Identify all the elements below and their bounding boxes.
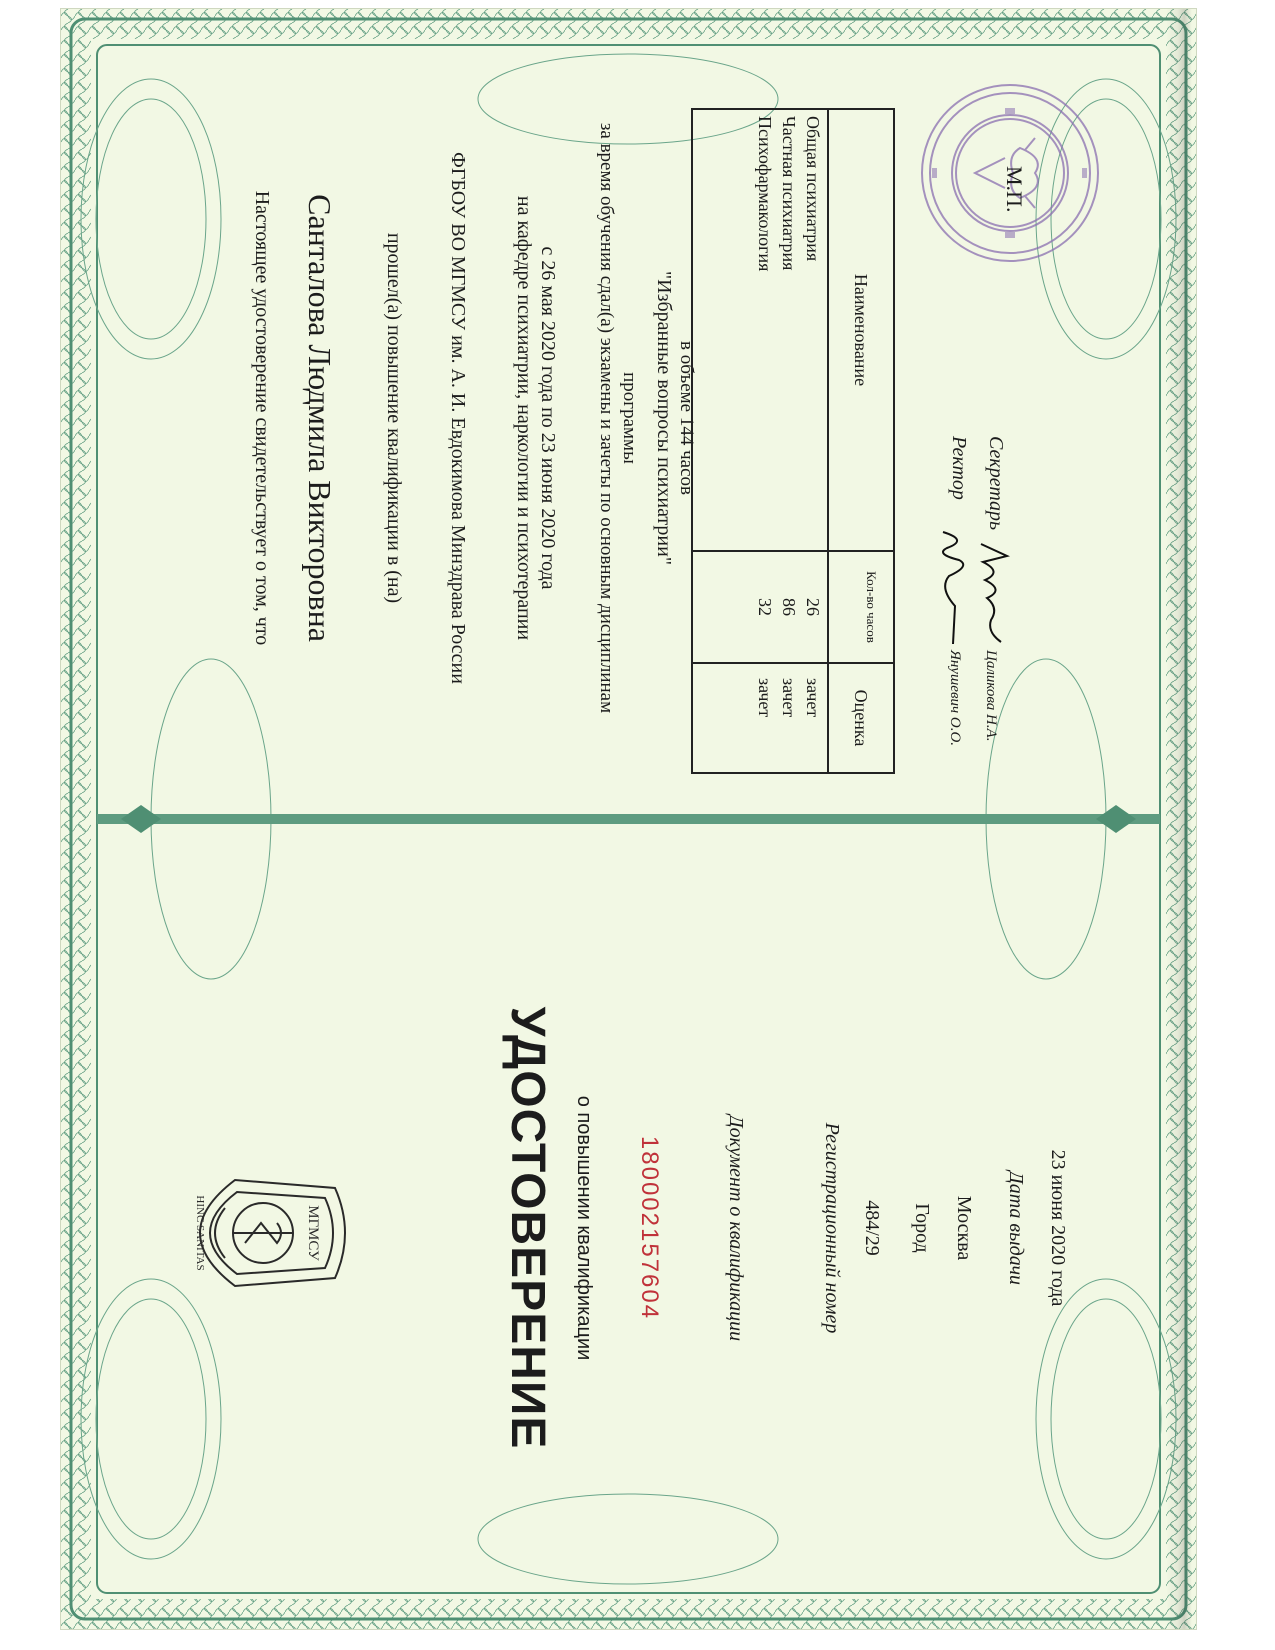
organization-text: ФГБОУ ВО МГМСУ им. А. И. Евдокимова Минздрава России xyxy=(447,152,469,684)
intro-text: Настоящее удостоверение свидетельствует о том, что xyxy=(251,190,273,646)
secretary-label: Секретарь xyxy=(985,436,1007,531)
subject-hours: 26 xyxy=(803,598,823,616)
city-label: Город xyxy=(911,1203,933,1253)
emblem-motto: HINC SANITAS xyxy=(194,1195,206,1271)
col-name-header: Наименование xyxy=(851,273,871,387)
subject-hours: 32 xyxy=(755,598,775,616)
document-subtitle: о повышении квалификации xyxy=(573,1095,595,1361)
secretary-signature xyxy=(973,538,1013,648)
document-type-label: Документ о квалификации xyxy=(725,1114,747,1342)
rector-label: Ректор xyxy=(948,436,970,500)
university-emblem xyxy=(165,1168,355,1298)
document-title: УДОСТОВЕРЕНИЕ xyxy=(501,1006,554,1450)
dates-text: с 26 мая 2020 года по 23 июня 2020 года xyxy=(537,246,559,590)
document-number: 180002157604 xyxy=(636,1135,663,1321)
emblem-top-text: МГМСУ xyxy=(305,1205,321,1261)
subject-grade: зачет xyxy=(755,678,775,718)
table-row xyxy=(751,110,775,772)
rector-name: Янушевич О.О. xyxy=(947,650,963,747)
subject-name: Общая психиатрия xyxy=(803,116,823,262)
subjects-table xyxy=(691,108,895,774)
program-word: программы xyxy=(619,372,640,464)
subject-name: Психофармакология xyxy=(755,116,775,272)
registration-label: Регистрационный номер xyxy=(821,1122,843,1334)
rector-signature xyxy=(933,528,973,648)
certificate-content xyxy=(60,8,1195,1628)
volume-text: в объеме 144 часов xyxy=(676,340,697,496)
city-value: Москва xyxy=(953,1195,975,1261)
col-grade-header: Оценка xyxy=(851,689,871,747)
department-text: на кафедре психиатрии, наркологии и психотерапии xyxy=(513,195,535,641)
secretary-name: Цаликова Н.А. xyxy=(983,650,999,742)
header-cell-hours xyxy=(829,552,893,664)
passed-text: прошел(а) повышение квалификации в (на) xyxy=(383,232,405,604)
holder-name: Санталова Людмила Викторовна xyxy=(302,194,338,642)
issue-date-label: Дата выдачи xyxy=(1005,1170,1027,1286)
subject-grade: зачет xyxy=(803,678,823,718)
stamp-mark: М.П. xyxy=(1002,166,1027,213)
subject-name: Частная психиатрия xyxy=(779,116,799,271)
subject-grade: зачет xyxy=(779,678,799,718)
program-title: "Избранные вопросы психиатрии" xyxy=(653,270,675,565)
subject-hours: 86 xyxy=(779,598,799,616)
table-row xyxy=(775,110,799,772)
certificate-body xyxy=(60,8,1195,828)
issue-date: 23 июня 2020 года xyxy=(1047,1149,1069,1307)
certificate-cover xyxy=(60,828,1195,1628)
exams-text: за время обучения сдал(а) экзамены и зачеты по основным дисциплинам xyxy=(596,122,617,714)
table-header xyxy=(827,110,893,772)
col-hours-header: Кол-во часов xyxy=(864,571,879,643)
table-row xyxy=(799,110,823,772)
registration-number: 484/29 xyxy=(861,1200,883,1256)
